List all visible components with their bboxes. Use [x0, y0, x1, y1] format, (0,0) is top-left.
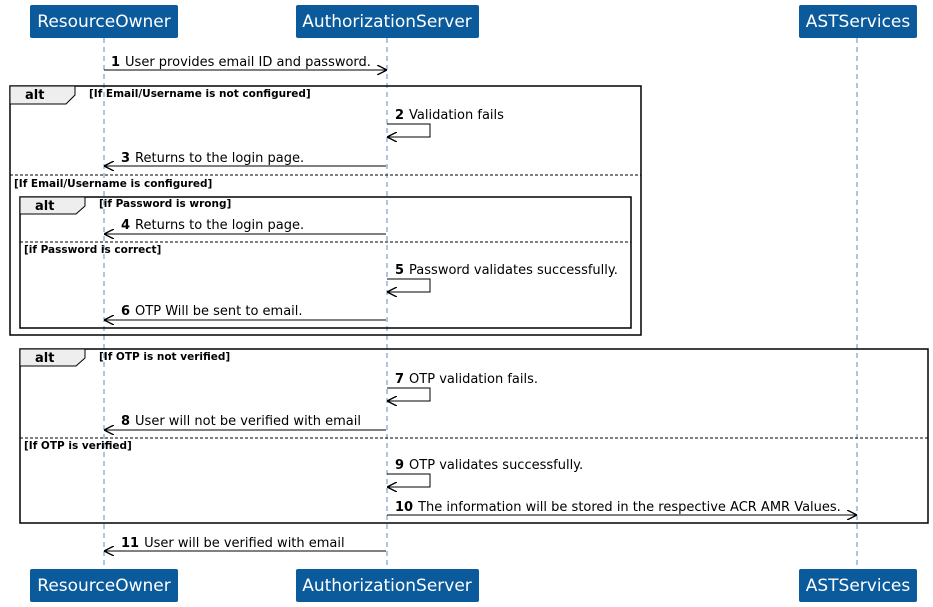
svg-text:6OTP Will be sent to email. [121, 304, 303, 319]
message-10 [387, 500, 856, 515]
svg-text:3Returns to the login page. [121, 151, 304, 166]
svg-text:9OTP validates successfully. [395, 458, 583, 473]
alt-keyword: alt [35, 351, 55, 366]
svg-text:7OTP validation fails. [395, 372, 538, 387]
message-number: 11 [121, 536, 140, 551]
message-number: 8 [121, 414, 131, 429]
message-1 [104, 55, 386, 70]
svg-text:8User will not be verified wit [121, 414, 361, 429]
message-text: Validation fails [409, 108, 504, 123]
participant-label: ASTServices [805, 576, 911, 596]
message-text: OTP Will be sent to email. [135, 304, 303, 319]
guard-password-correct: [if Password is correct] [24, 244, 162, 256]
svg-text:11User will be verified with e [121, 536, 345, 551]
alt-fragment-email [10, 86, 641, 335]
message-2 [387, 108, 504, 137]
message-number: 2 [395, 108, 405, 123]
participant-label: AuthorizationServer [302, 576, 472, 596]
alt-keyword: alt [35, 199, 55, 214]
participant-label: ASTServices [805, 12, 911, 32]
message-5 [387, 263, 618, 292]
participant-resource-owner-bottom [30, 569, 178, 602]
message-text: User provides email ID and password. [125, 55, 371, 70]
participant-authorization-server-top [296, 5, 479, 38]
svg-text:10The information will be stor [395, 500, 841, 515]
message-number: 10 [395, 500, 414, 515]
guard-otp-not-verified: [If OTP is not verified] [99, 351, 231, 363]
message-3 [105, 151, 386, 166]
message-number: 6 [121, 304, 131, 319]
message-text: Returns to the login page. [135, 218, 305, 233]
message-11 [105, 536, 386, 551]
message-number: 9 [395, 458, 405, 473]
message-text: Returns to the login page. [135, 151, 305, 166]
message-text: The information will be stored in the respective ACR AMR Values. [418, 500, 841, 515]
participant-authorization-server-bottom [296, 569, 479, 602]
message-text: OTP validates successfully. [409, 458, 584, 473]
message-number: 3 [121, 151, 131, 166]
message-number: 4 [121, 218, 131, 233]
svg-text:4Returns to the login page. [121, 218, 304, 233]
svg-text:1User provides email ID and pa [111, 55, 371, 70]
participant-ast-services-bottom [799, 569, 917, 602]
message-7 [387, 372, 538, 401]
guard-email-not-configured: [If Email/Username is not configured] [89, 88, 311, 100]
message-8 [105, 414, 386, 430]
svg-text:2Validation fails [395, 108, 504, 123]
message-number: 1 [111, 55, 121, 70]
guard-email-configured: [If Email/Username is configured] [14, 178, 213, 190]
svg-text:5Password validates successful [395, 263, 618, 278]
message-number: 5 [395, 263, 405, 278]
participant-label: ResourceOwner [37, 12, 171, 32]
guard-otp-verified: [If OTP is verified] [24, 440, 132, 452]
message-text: Password validates successfully. [409, 263, 618, 278]
message-text: User will be verified with email [144, 536, 345, 551]
participant-resource-owner-top [30, 5, 178, 38]
message-9 [387, 458, 583, 487]
message-number: 7 [395, 372, 405, 387]
message-4 [105, 218, 386, 234]
message-text: OTP validation fails. [409, 372, 538, 387]
guard-password-wrong: [if Password is wrong] [99, 198, 232, 210]
message-6 [105, 304, 386, 320]
participant-label: ResourceOwner [37, 576, 171, 596]
message-text: User will not be verified with email [135, 414, 361, 429]
participant-label: AuthorizationServer [302, 12, 472, 32]
alt-keyword: alt [25, 88, 45, 103]
participant-ast-services-top [799, 5, 917, 38]
